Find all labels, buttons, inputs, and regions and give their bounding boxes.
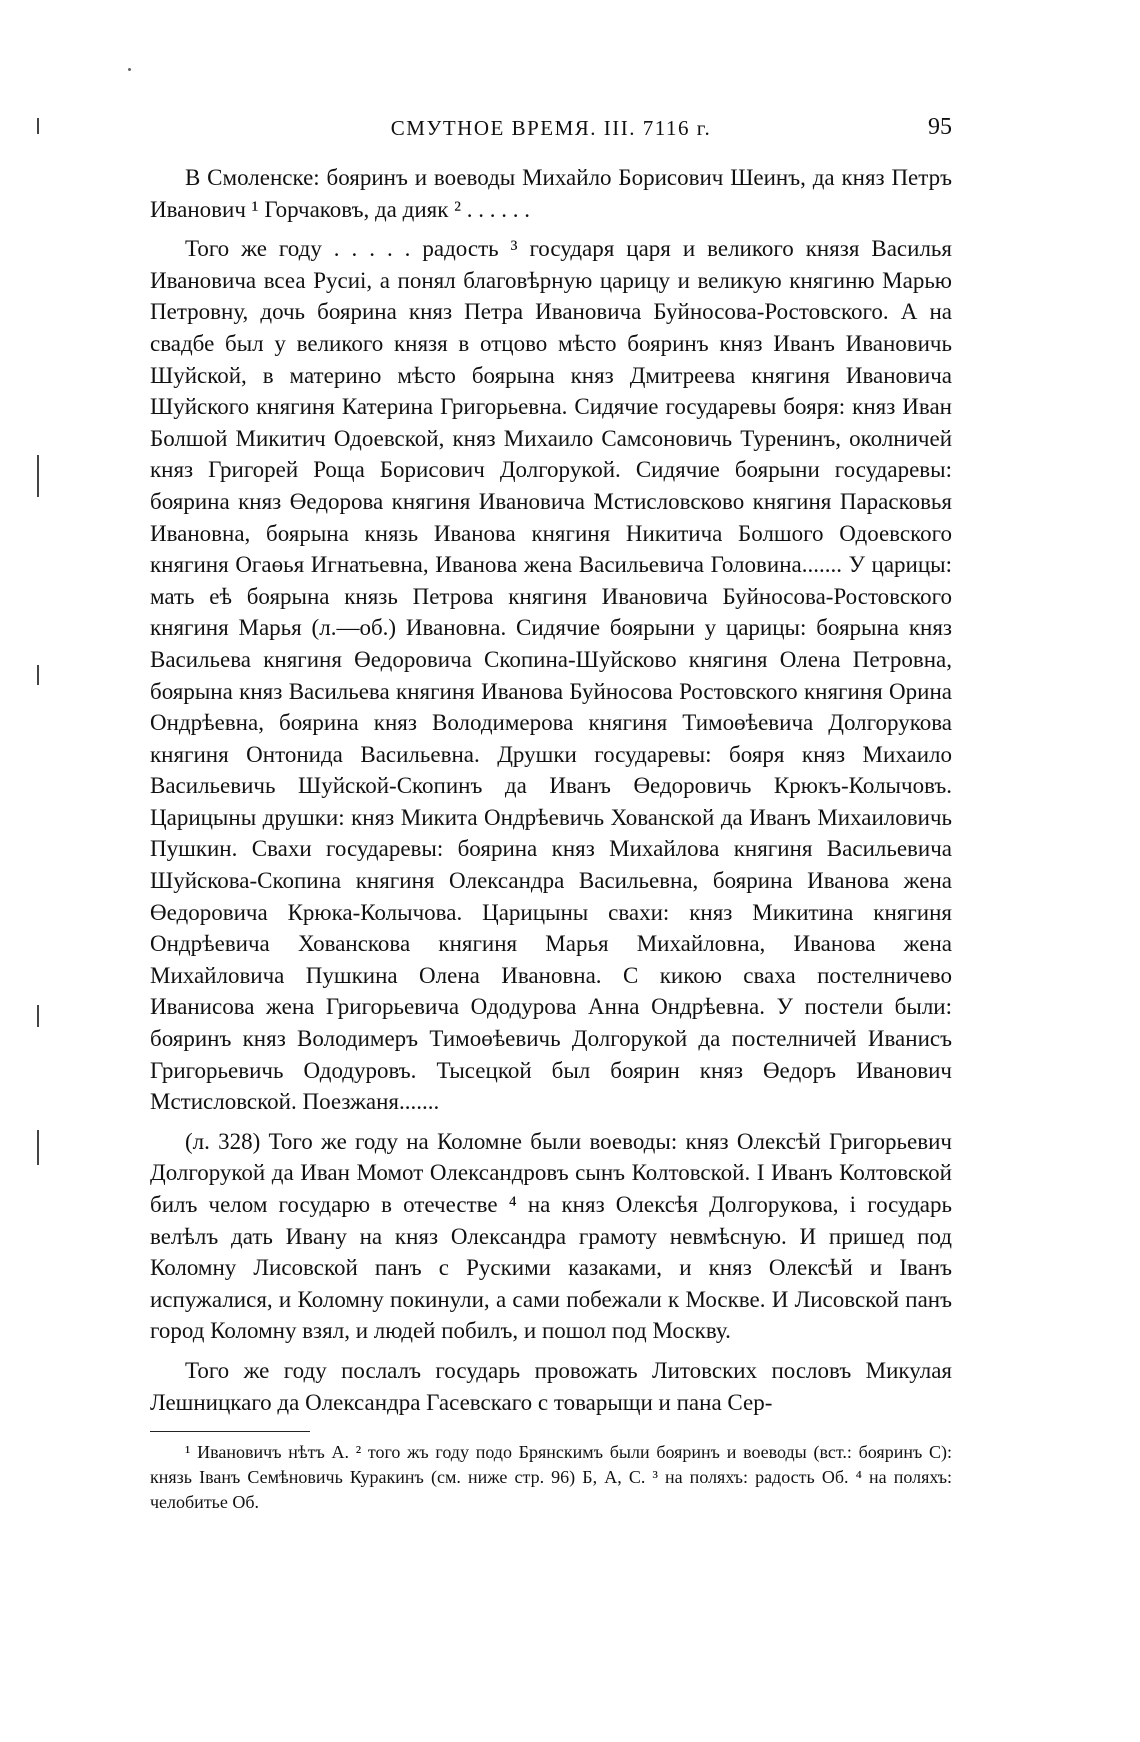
scan-speck xyxy=(128,68,131,71)
paragraph: Того же году послалъ государь провожать Литовских пословъ Микулая Лешницкаго да Олександра Гасевскаго с товарыщи и пана Сер- xyxy=(150,1357,952,1415)
running-title: СМУТНОЕ ВРЕМЯ. III. 7116 г. xyxy=(390,116,712,140)
margin-mark xyxy=(37,1005,39,1027)
paragraph: В Смоленске: бояринъ и воеводы Михайло Борисович Шеинъ, да княз Петръ Иванович ¹ Горчаковъ, да дияк ² . . . . . . xyxy=(150,165,952,222)
body-text xyxy=(150,162,952,1418)
footnote-divider xyxy=(150,1431,310,1432)
page-number: 95 xyxy=(928,114,952,140)
margin-mark xyxy=(37,455,39,497)
page-header xyxy=(150,112,952,152)
margin-mark xyxy=(37,1130,39,1165)
paragraph: Того же году . . . . . радость ³ государя царя и великого князя Василья Ивановича всеа Русиі, а понял благовѣрную царицу и великую княгиню Марью Петровну, дочь боярина княз Петра Ивановича Буйносова-Ростовского. А на свадбе был у великого князя в отцово мѣсто бояринъ княз Иванъ Ивановичь Шуйской, в материно мѣсто боярына княз Дмитреева княгиня Ивановича Шуйского княгиня Катерина Григорьевна. Сидячие государевы бояря: княз Иван Болшой Микитич Одоевской, княз Михаило Самсоновичь Туренинъ, околничей княз Григорей Роща Борисович Долгорукой. Сидячие боярыни государевы: боярина княз Өедорова княгиня Ивановича Мстисловсково княгиня Парасковья Ивановна, боярына князь Иванова княгиня Никитича Болшого Одоевского княгиня Огаөья Игнатьевна, Иванова жена Васильевича Головина....... У царицы: мать еѣ боярына князь Петрова княгиня Ивановича Буйносова-Ростовского княгиня Марья (л.—об.) Ивановна. Сидячие боярыни у царицы: боярына княз Васильева княгиня Өедоровича Скопина-Шуйсково княгиня Олена Петровна, боярына княз Васильева княгиня Иванова Буйносова Ростовского княгиня Орина Ондрѣевна, боярина княз Володимерова княгиня Тимоөѣевича Долгорукова княгиня Онтонида Васильевна. Друшки государевы: бояря княз Михаило Васильевичь Шуйской-Скопинъ да Иванъ Өедоровичь Крюкъ-Колычовъ. Царицыны друшки: княз Микита Ондрѣевичь Хованской да Иванъ Михаиловичь Пушкин. Свахи государевы: боярина княз Михайлова княгиня Васильевича Шуйскова-Скопина княгиня Олександра Васильевна, боярина Иванова жена Өедоровича Крюка-Колычова. Царицыны свахи: княз Микитина княгиня Ондрѣевича Хованскова княгиня Марья Михайловна, Иванова жена Михайловича Пушкина Олена Ивановна. С кикою сваха постелничево Иванисова жена Григорьевича Ододурова Анна Ондрѣевна. У постели были: бояринъ княз Володимеръ Тимоөѣевичь Долгорукой да постелничей Иванисъ Григорьевичь Ододуровъ. Тысецкой был боярин княз Өедоръ Иванович Мстисловской. Поезжаня....... xyxy=(150,236,952,1115)
margin-mark xyxy=(37,665,39,685)
document-page xyxy=(150,112,952,1515)
margin-mark xyxy=(37,118,39,134)
paragraph: (л. 328) Того же году на Коломне были воеводы: княз Олексѣй Григорьевич Долгорукой да Иван Момот Олександровъ сынъ Колтовской. І Иванъ Колтовской билъ челом государю в отечестве ⁴ на княз Олексѣя Долгорукова, і государь велѣлъ дать Ивану на княз Олександра грамоту невмѣсную. И пришед под Коломну Лисовской панъ с Рускими казаками, и княз Олексѣй и Іванъ испужалися, и Коломну покинули, а сами побежали к Москве. И Лисовской панъ город Коломну взял, и людей побилъ, и пошол под Москву. xyxy=(150,1128,952,1344)
footnotes: ¹ Ивановичъ нѣтъ А. ² того жъ году подо Брянскимъ были бояринъ и воеводы (вст.: бояринъ С): князь Іванъ Семѣновичь Куракинъ (см. ниже стр. 96) Б, А, С. ³ на поляхъ: радость Об. ⁴ на поляхъ: челобитье Об. xyxy=(150,1442,952,1513)
